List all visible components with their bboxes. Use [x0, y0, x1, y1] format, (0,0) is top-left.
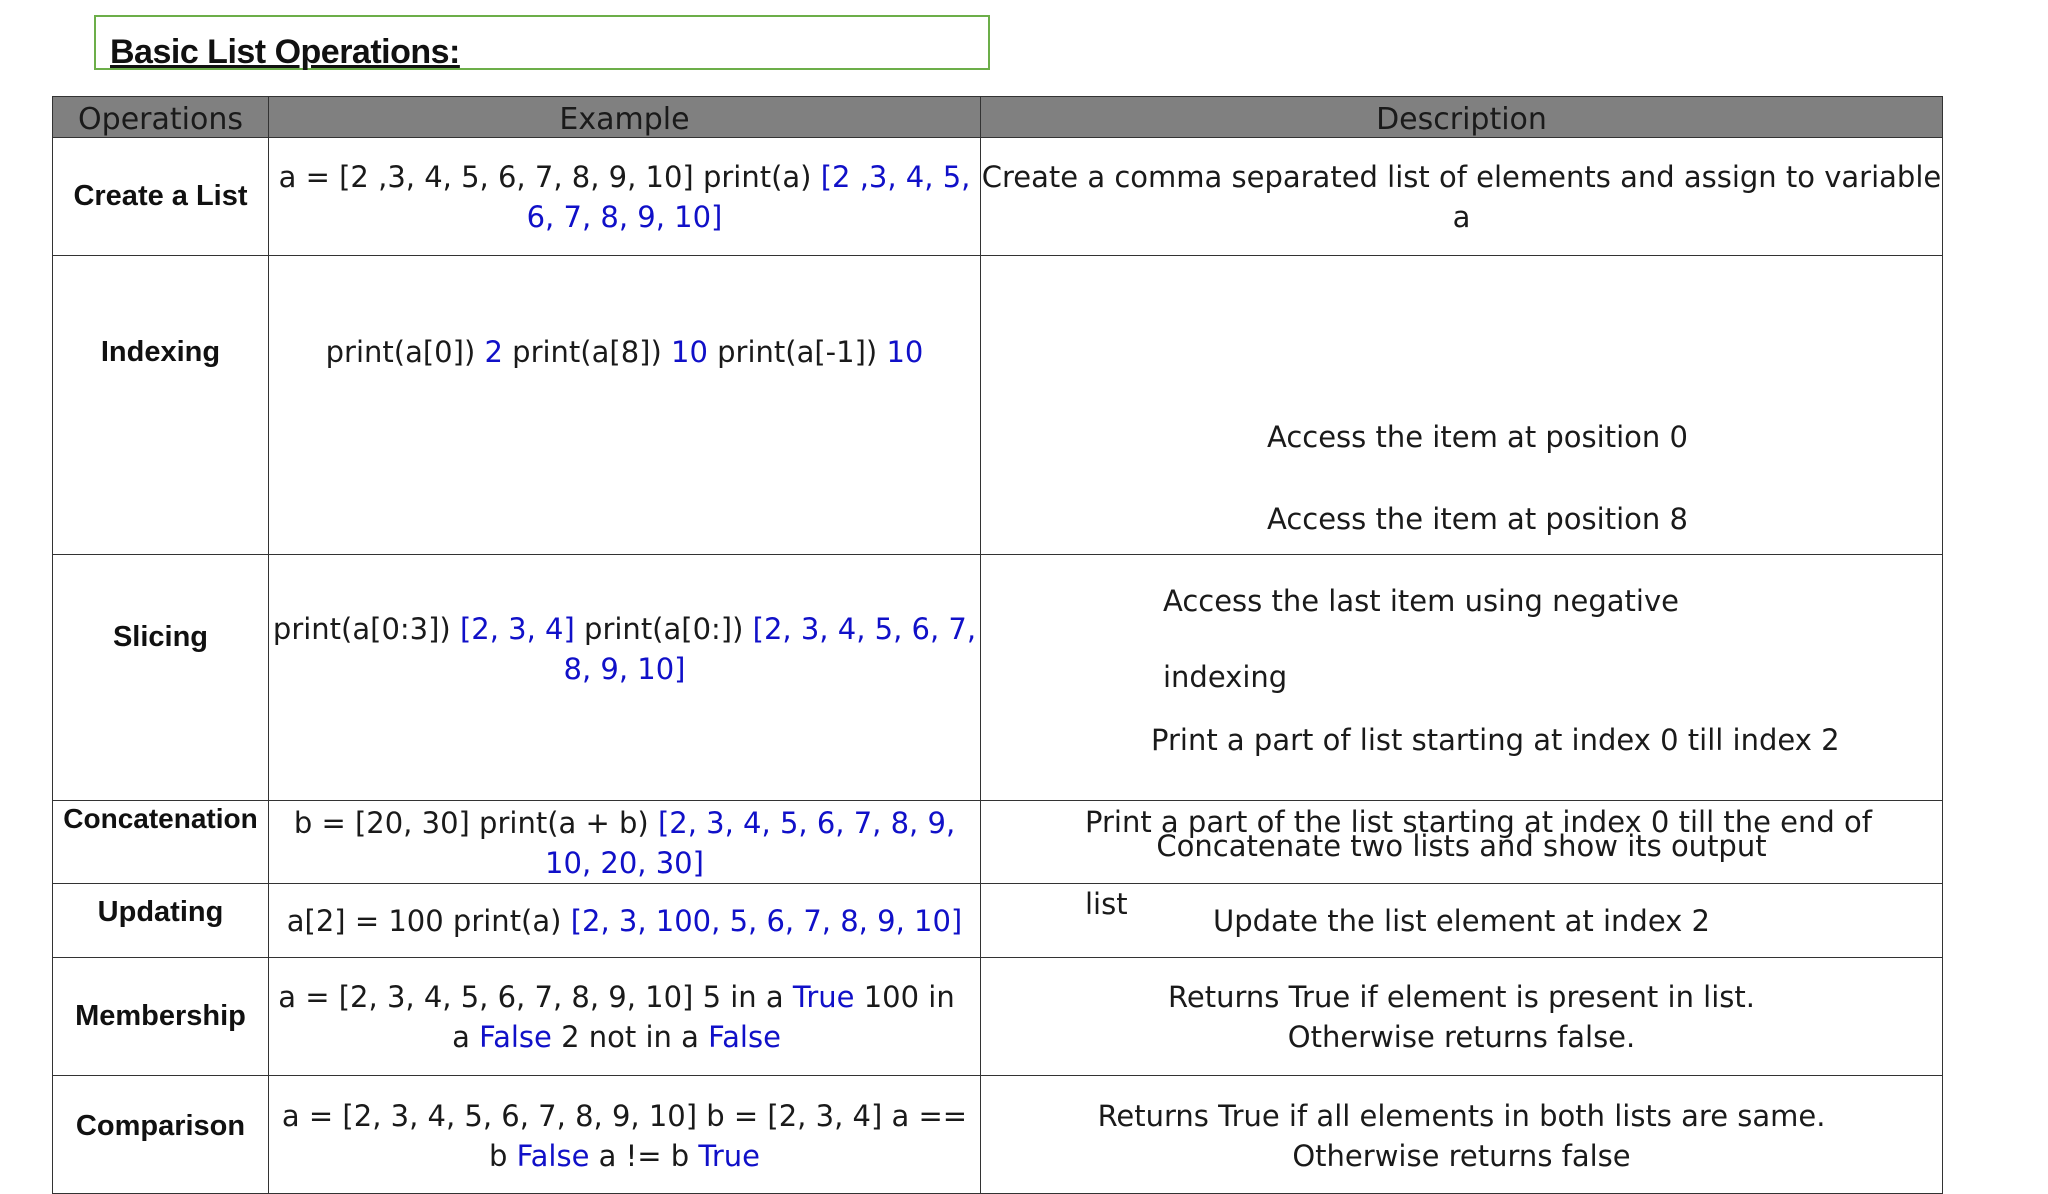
- example-output: False: [516, 1139, 590, 1173]
- description-line: Print a part of the list starting at index 0 till the end of: [1085, 804, 1872, 839]
- example-output: False: [708, 1019, 781, 1054]
- example-code: a != b: [589, 1139, 699, 1173]
- example-cell: [269, 801, 981, 884]
- operation-name: Slicing: [53, 555, 269, 801]
- header-operations: Operations: [53, 97, 269, 138]
- operation-name: Comparison: [53, 1076, 269, 1194]
- table-header-row: [53, 97, 1943, 138]
- page-title: Basic List Operations:: [110, 33, 460, 71]
- description-line: Concatenate two lists and show its output: [1156, 829, 1767, 863]
- description-line: Otherwise returns false.: [1287, 1019, 1636, 1054]
- example-code: print(a[0]): [325, 335, 485, 369]
- example-code: print(a[0:3]): [272, 612, 460, 646]
- description-line: list: [1085, 886, 1128, 921]
- description-cell: [981, 256, 1943, 694]
- example-output: [2, 3, 4]: [459, 612, 575, 646]
- example-code: 100 in a: [452, 979, 955, 1054]
- description-line: Access the last item using negative: [1163, 584, 1679, 618]
- example-code: a = [2, 3, 4, 5, 6, 7, 8, 9, 10] b = [2, 3, 4] a == b: [281, 1099, 968, 1173]
- example-output: True: [698, 1139, 761, 1173]
- table-row: [53, 256, 1943, 555]
- description-line: Create a comma separated list of elements and assign to variable a: [981, 159, 1942, 234]
- table-row: [53, 1076, 1943, 1194]
- example-cell: [269, 138, 981, 256]
- list-operations-table: [52, 96, 1943, 1194]
- example-code: print(a[-1]): [707, 335, 887, 369]
- operation-name: Indexing: [53, 256, 269, 555]
- description-line: Returns True if element is present in list.: [1168, 979, 1755, 1014]
- example-output: True: [792, 979, 855, 1014]
- example-code: a = [2 ,3, 4, 5, 6, 7, 8, 9, 10] print(a): [278, 159, 821, 194]
- table-row: [53, 884, 1943, 958]
- table-row: [53, 958, 1943, 1076]
- example-code: print(a[0:]): [574, 612, 753, 646]
- description-line: Otherwise returns false: [1292, 1139, 1631, 1173]
- example-cell: [269, 1076, 981, 1194]
- example-code: b = [20, 30] print(a + b): [293, 806, 658, 840]
- example-output: 10: [886, 335, 924, 369]
- example-output: [2, 3, 100, 5, 6, 7, 8, 9, 10]: [570, 903, 963, 938]
- example-code: print(a[8]): [502, 335, 671, 369]
- example-cell: [269, 256, 981, 555]
- example-output: [2, 3, 4, 5, 6, 7, 8, 9, 10, 20, 30]: [545, 806, 956, 880]
- table-row: [53, 138, 1943, 256]
- example-output: False: [479, 1019, 552, 1054]
- example-output: 2: [484, 335, 503, 369]
- description-line: Returns True if all elements in both lists are same.: [1097, 1099, 1826, 1133]
- operation-name: Membership: [53, 958, 269, 1076]
- description-line: Print a part of list starting at index 0 till index 2: [1151, 722, 1840, 757]
- description-line: Access the item at position 8: [1267, 502, 1688, 536]
- description-line: Update the list element at index 2: [1212, 903, 1711, 938]
- example-cell: [269, 555, 981, 801]
- description-cell: [981, 1076, 1943, 1194]
- description-cell: [981, 138, 1943, 256]
- title-box: [94, 15, 990, 70]
- example-cell: [269, 884, 981, 958]
- example-output: 10: [671, 335, 708, 369]
- example-output: [2, 3, 4, 5, 6, 7, 8, 9, 10]: [563, 612, 977, 686]
- example-code: a = [2, 3, 4, 5, 6, 7, 8, 9, 10] 5 in a: [278, 979, 793, 1014]
- header-description: Description: [981, 97, 1943, 138]
- description-line: Access the item at position 0: [1267, 420, 1688, 454]
- operation-name: Create a List: [53, 138, 269, 256]
- example-output: [2 ,3, 4, 5, 6, 7, 8, 9, 10]: [526, 159, 971, 234]
- operation-name: Concatenation: [53, 801, 269, 884]
- description-cell: [981, 958, 1943, 1076]
- operation-name: Updating: [53, 884, 269, 958]
- description-line: indexing: [1163, 660, 1288, 694]
- example-code: 2 not in a: [551, 1019, 709, 1054]
- example-cell: [269, 958, 981, 1076]
- header-example: Example: [269, 97, 981, 138]
- example-code: a[2] = 100 print(a): [286, 903, 571, 938]
